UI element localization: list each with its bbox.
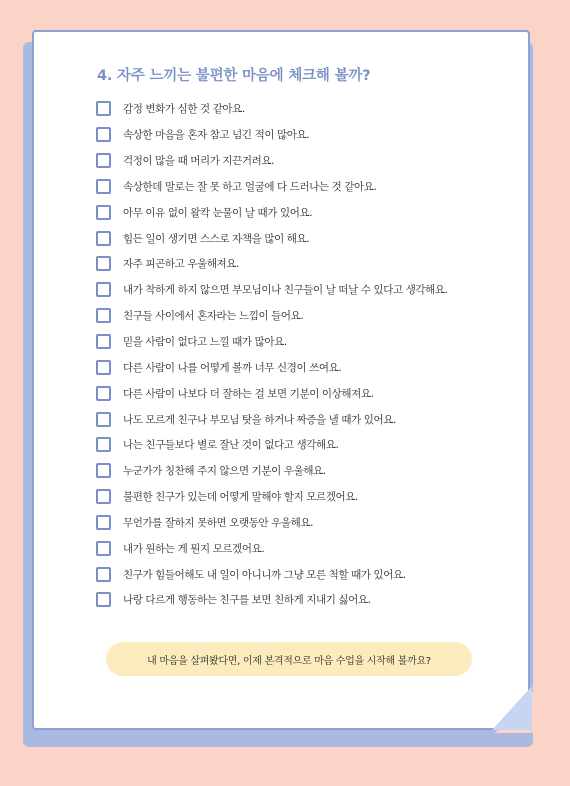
checklist-item-label: 힘든 일이 생기면 스스로 자책을 많이 해요. bbox=[123, 232, 310, 245]
checklist-item-label: 걱정이 많을 때 머리가 지끈거려요. bbox=[123, 155, 275, 168]
checklist-item[interactable] bbox=[96, 458, 448, 484]
checkbox[interactable] bbox=[96, 179, 111, 194]
checklist-item-label: 다른 사람이 나보다 더 잘하는 걸 보면 기분이 이상해져요. bbox=[123, 387, 374, 400]
checklist-item-label: 누군가가 칭찬해 주지 않으면 기분이 우울해요. bbox=[123, 465, 326, 478]
checkbox[interactable] bbox=[96, 153, 111, 168]
checkbox[interactable] bbox=[96, 489, 111, 504]
checkbox[interactable] bbox=[96, 386, 111, 401]
checkbox[interactable] bbox=[96, 592, 111, 607]
feelings-checklist bbox=[96, 96, 448, 613]
checklist-item-label: 믿을 사람이 없다고 느낄 때가 많아요. bbox=[123, 336, 287, 349]
checklist-item[interactable] bbox=[96, 251, 448, 277]
checklist-item-label: 내가 원하는 게 뭔지 모르겠어요. bbox=[123, 542, 265, 555]
checklist-item[interactable] bbox=[96, 484, 448, 510]
checklist-item-label: 나랑 다르게 행동하는 친구를 보면 친하게 지내기 싫어요. bbox=[123, 594, 371, 607]
checklist-item[interactable] bbox=[96, 432, 448, 458]
checklist-item[interactable] bbox=[96, 96, 448, 122]
checkbox[interactable] bbox=[96, 256, 111, 271]
checklist-item[interactable] bbox=[96, 510, 448, 536]
checkbox[interactable] bbox=[96, 515, 111, 530]
checklist-item-label: 아무 이유 없이 왈칵 눈물이 날 때가 있어요. bbox=[123, 206, 313, 219]
checkbox[interactable] bbox=[96, 205, 111, 220]
checklist-item-label: 속상한데 말로는 잘 못 하고 얼굴에 다 드러나는 것 같아요. bbox=[123, 180, 377, 193]
checkbox[interactable] bbox=[96, 567, 111, 582]
checklist-item[interactable] bbox=[96, 174, 448, 200]
checklist-item-label: 내가 착하게 하지 않으면 부모님이나 친구들이 날 떠날 수 있다고 생각해요. bbox=[123, 284, 448, 297]
checklist-item[interactable] bbox=[96, 587, 448, 613]
checklist-item-label: 자주 피곤하고 우울해져요. bbox=[123, 258, 239, 271]
checklist-item-label: 나도 모르게 친구나 부모님 탓을 하거나 짜증을 낼 때가 있어요. bbox=[123, 413, 396, 426]
checklist-item[interactable] bbox=[96, 561, 448, 587]
section-title: 4. 자주 느끼는 불편한 마음에 체크해 볼까? bbox=[97, 68, 371, 84]
checkbox[interactable] bbox=[96, 282, 111, 297]
checklist-item[interactable] bbox=[96, 380, 448, 406]
checklist-item[interactable] bbox=[96, 277, 448, 303]
checklist-item-label: 무언가를 잘하지 못하면 오랫동안 우울해요. bbox=[123, 516, 314, 529]
checklist-item-label: 다른 사람이 나를 어떻게 볼까 너무 신경이 쓰여요. bbox=[123, 361, 342, 374]
checkbox[interactable] bbox=[96, 463, 111, 478]
checklist-item[interactable] bbox=[96, 148, 448, 174]
checkbox[interactable] bbox=[96, 541, 111, 556]
checklist-item[interactable] bbox=[96, 303, 448, 329]
checklist-item-label: 친구들 사이에서 혼자라는 느낌이 들어요. bbox=[123, 310, 304, 323]
checkbox[interactable] bbox=[96, 308, 111, 323]
checkbox[interactable] bbox=[96, 334, 111, 349]
checkbox[interactable] bbox=[96, 360, 111, 375]
checkbox[interactable] bbox=[96, 437, 111, 452]
checklist-item[interactable] bbox=[96, 406, 448, 432]
checklist-item-label: 친구가 힘들어해도 내 일이 아니니까 그냥 모른 척할 때가 있어요. bbox=[123, 568, 406, 581]
checklist-item[interactable] bbox=[96, 329, 448, 355]
checklist-item[interactable] bbox=[96, 535, 448, 561]
checkbox[interactable] bbox=[96, 127, 111, 142]
checklist-item-label: 속상한 마음을 혼자 참고 넘긴 적이 많아요. bbox=[123, 129, 310, 142]
checklist-item[interactable] bbox=[96, 354, 448, 380]
checkbox[interactable] bbox=[96, 101, 111, 116]
checklist-item-label: 불편한 친구가 있는데 어떻게 말해야 할지 모르겠어요. bbox=[123, 491, 358, 504]
checklist-item[interactable] bbox=[96, 225, 448, 251]
checklist-item[interactable] bbox=[96, 199, 448, 225]
checklist-item-label: 나는 친구들보다 별로 잘난 것이 없다고 생각해요. bbox=[123, 439, 339, 452]
checklist-item[interactable] bbox=[96, 122, 448, 148]
closing-note: 내 마음을 살펴봤다면, 이제 본격적으로 마음 수업을 시작해 볼까요? bbox=[106, 642, 472, 676]
checklist-item-label: 감정 변화가 심한 것 같아요. bbox=[123, 103, 245, 116]
checkbox[interactable] bbox=[96, 231, 111, 246]
checkbox[interactable] bbox=[96, 412, 111, 427]
